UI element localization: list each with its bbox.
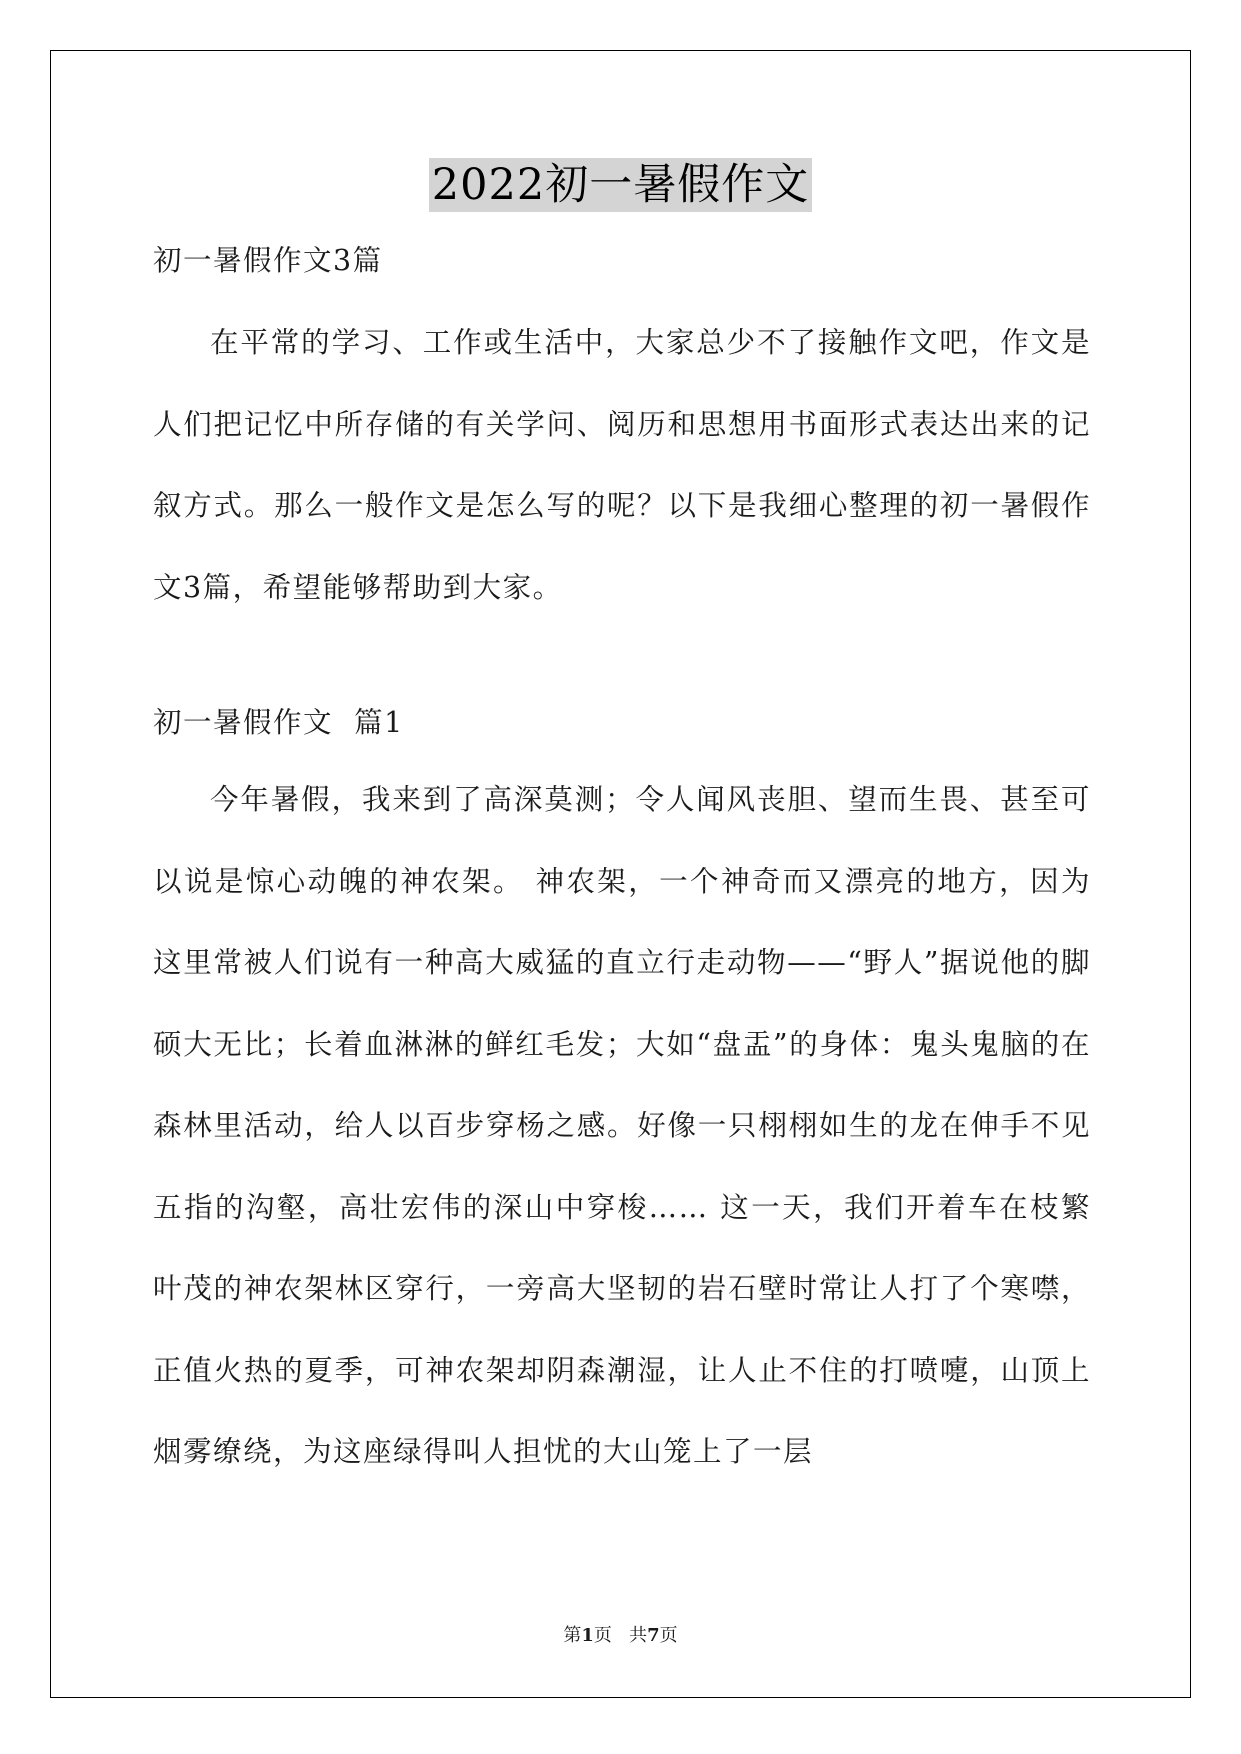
section-paragraph: 今年暑假，我来到了高深莫测；令人闻风丧胆、望而生畏、甚至可以说是惊心动魄的神农架。 神农架，一个神奇而又漂亮的地方，因为这里常被人们说有一种高大威猛的直立行走动物——“野人”据说他的脚硕大无比；长着血淋淋的鲜红毛发；大如“盘盂”的身体：鬼头鬼脑的在森林里活动，给人以百步穿杨之感。好像一只栩栩如生的龙在伸手不见五指的沟壑，高壮宏伟的深山中穿梭…… 这一天，我们开着车在枝繁叶茂的神农架林区穿行，一旁高大坚韧的岩石壁时常让人打了个寒噤，正值火热的夏季，可神农架却阴森潮湿，让人止不住的打喷嚏，山顶上烟雾缭绕，为这座绿得叫人担忧的大山笼上了一层 [153, 783, 1091, 1468]
footer-current-page: 1 [581, 1625, 594, 1646]
footer-middle: 页 共 [593, 1625, 648, 1646]
document-body [153, 239, 1091, 1493]
footer-total-pages: 7 [647, 1625, 660, 1646]
document-title: 2022初一暑假作文 [429, 158, 812, 212]
document-subtitle: 初一暑假作文3篇 [153, 244, 383, 277]
footer-prefix: 第 [563, 1625, 582, 1646]
title-container [0, 158, 1241, 212]
page-footer [0, 1621, 1241, 1647]
footer-suffix: 页 [659, 1625, 678, 1646]
intro-paragraph: 在平常的学习、工作或生活中，大家总少不了接触作文吧，作文是人们把记忆中所存储的有关学问、阅历和思想用书面形式表达出来的记叙方式。那么一般作文是怎么写的呢？以下是我细心整理的初一暑假作文3篇，希望能够帮助到大家。 [153, 326, 1091, 604]
section-heading: 初一暑假作文 篇1 [153, 706, 404, 739]
